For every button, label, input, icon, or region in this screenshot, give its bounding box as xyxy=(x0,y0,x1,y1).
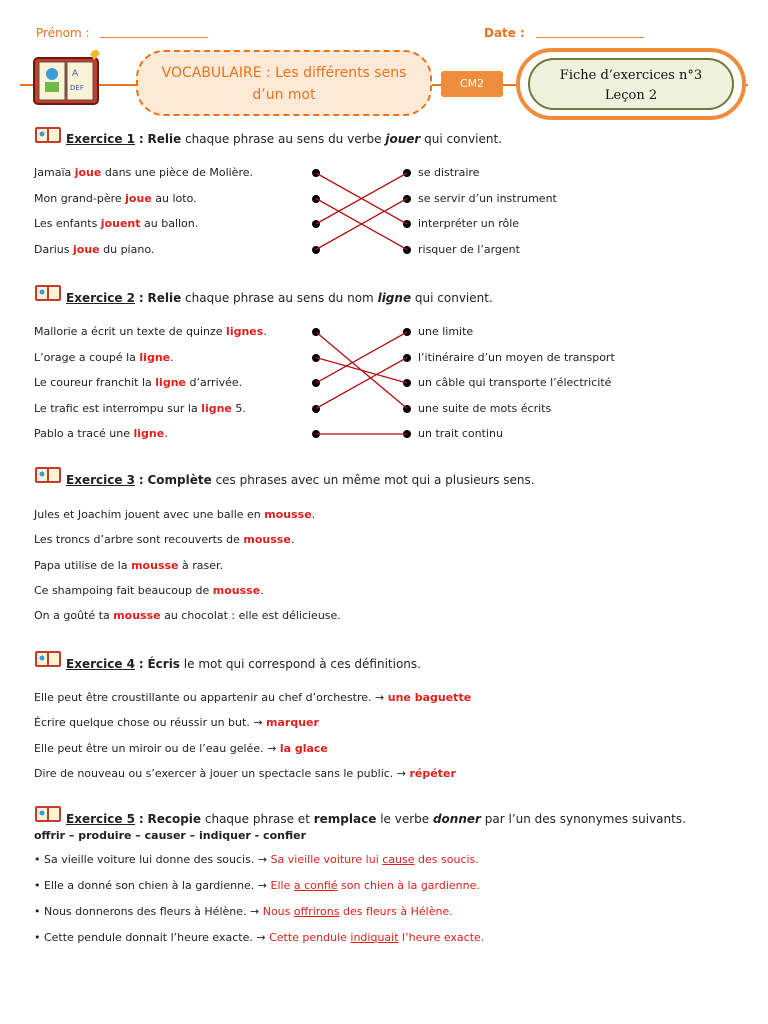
sentence-row xyxy=(34,192,197,205)
definition-row xyxy=(34,716,319,729)
date-field[interactable]: __________________ xyxy=(536,24,644,38)
definition-text: Elle peut être un miroir ou de l’eau gelée. → xyxy=(34,741,280,755)
left-dot[interactable] xyxy=(312,379,320,387)
rewritten-text: l’heure exacte. xyxy=(398,931,485,944)
instruction-text-3: par l’un des synonymes suivants. xyxy=(484,812,686,826)
definition-text: Elle peut être croustillante ou appartenir au chef d’orchestre. → xyxy=(34,691,388,704)
sentence-row xyxy=(34,427,168,440)
instruction-text: chaque phrase et xyxy=(204,812,310,826)
answer-word: mousse xyxy=(264,508,312,521)
exercise-2-title: Exercice 2 : Relie chaque phrase au sens du nom ligne qui convient. xyxy=(66,291,493,305)
meaning-label: risquer de l’argent xyxy=(418,242,520,256)
svg-text:DEF: DEF xyxy=(70,84,84,92)
sentence-text: . xyxy=(260,583,264,597)
instruction-end: qui convient. xyxy=(414,291,493,305)
sentence-row xyxy=(34,351,174,364)
sentence-text: L’orage a coupé la xyxy=(34,350,140,364)
sentence-text: On a goûté ta xyxy=(34,609,114,623)
instruction-verb: Complète xyxy=(147,473,212,487)
match-link xyxy=(316,358,407,409)
answer-word: une baguette xyxy=(387,691,472,704)
definition-row xyxy=(34,691,471,704)
match-link xyxy=(316,332,407,409)
exercise-1-title: Exercice 1 : Relie chaque phrase au sens du verbe jouer qui convient. xyxy=(66,132,503,146)
exercise-label: Exercice 3 xyxy=(66,473,135,487)
fiche-lesson: Leçon 2 xyxy=(604,88,658,103)
sentence-row xyxy=(34,609,341,622)
highlighted-word: ligne xyxy=(201,401,232,415)
title-line2: d’un mot xyxy=(252,87,316,103)
exercise-book-icon xyxy=(34,649,62,669)
exercise-label: Exercice 5 xyxy=(66,812,135,826)
left-dot[interactable] xyxy=(312,405,320,413)
sentence-text: Le coureur franchit la xyxy=(34,376,156,389)
sentence-text: 5. xyxy=(231,401,246,415)
fiche-badge xyxy=(516,48,746,120)
answer-word: mousse xyxy=(113,609,161,623)
instruction-verb-2: remplace xyxy=(313,812,377,826)
right-dot[interactable] xyxy=(403,220,411,228)
sentence-text: Jules et Joachim jouent avec une balle en xyxy=(34,508,265,521)
right-dot[interactable] xyxy=(403,328,411,336)
left-dot[interactable] xyxy=(312,328,320,336)
sentence-text: au ballon. xyxy=(140,217,199,230)
rewritten-text: des fleurs à Hélène. xyxy=(339,905,453,918)
prenom-label: Prénom : xyxy=(36,26,90,40)
answer-word: marquer xyxy=(266,716,319,730)
instruction-text: le mot qui correspond à ces définitions. xyxy=(183,657,421,671)
highlighted-word: joue xyxy=(125,191,152,205)
sentence-text: Mallorie a écrit un texte de quinze xyxy=(34,325,227,338)
answer-word: mousse xyxy=(243,533,291,547)
instruction-verb: Relie xyxy=(147,132,182,146)
exercise-book-icon xyxy=(34,804,62,824)
target-word: ligne xyxy=(377,291,412,305)
sentence-text: au chocolat : elle est délicieuse. xyxy=(160,609,341,623)
right-dot[interactable] xyxy=(403,195,411,203)
rewrite-row xyxy=(34,853,479,866)
exercise-3-title: Exercice 3 : Complète ces phrases avec un même mot qui a plusieurs sens. xyxy=(66,473,535,487)
left-dot[interactable] xyxy=(312,195,320,203)
rewrite-row xyxy=(34,905,453,918)
sentence-text: au loto. xyxy=(151,191,197,205)
exercise-label: Exercice 2 xyxy=(66,291,135,305)
exercise-book-icon xyxy=(34,283,62,303)
meaning-label: l’itinéraire d’un moyen de transport xyxy=(418,350,615,364)
prenom-field[interactable]: __________________ xyxy=(100,24,208,38)
meaning-label: un câble qui transporte l’électricité xyxy=(418,376,612,389)
rewritten-text: des soucis. xyxy=(414,853,479,866)
original-sentence: • Nous donnerons des fleurs à Hélène. → xyxy=(34,905,263,918)
instruction-text-2: le verbe xyxy=(380,812,430,826)
sentence-row xyxy=(34,584,264,597)
rewritten-text: Elle xyxy=(270,879,294,892)
sentence-row xyxy=(34,559,223,572)
sentence-text: . xyxy=(290,533,295,547)
synonym-list: offrir – produire – causer – indiquer - confier xyxy=(34,829,306,842)
exercise-label: Exercice 1 xyxy=(66,132,135,146)
exercise-label: Exercice 4 xyxy=(66,657,135,671)
sentence-text: . xyxy=(263,325,267,338)
meaning-label: une limite xyxy=(418,325,474,338)
sentence-text: Papa utilise de la xyxy=(34,558,132,572)
sentence-text: Ce shampoing fait beaucoup de xyxy=(34,583,213,597)
highlighted-word: ligne xyxy=(155,376,186,389)
target-word: donner xyxy=(432,812,481,826)
meaning-label: un trait continu xyxy=(418,427,503,440)
meaning-label: interpréter un rôle xyxy=(418,217,520,230)
title-line1: VOCABULAIRE : Les différents sens xyxy=(161,65,407,81)
left-dot[interactable] xyxy=(312,430,320,438)
match-link xyxy=(316,358,407,384)
sentence-row xyxy=(34,325,267,338)
sentence-text: Darius xyxy=(34,242,73,256)
match-link xyxy=(316,199,407,250)
sentence-row xyxy=(34,217,198,230)
sentence-text: Le trafic est interrompu sur la xyxy=(34,401,202,415)
definition-text: Écrire quelque chose ou réussir un but. → xyxy=(34,716,267,730)
meaning-label: se servir d’un instrument xyxy=(418,191,557,205)
exercise-4-title: Exercice 4 : Écris le mot qui correspond à ces définitions. xyxy=(66,657,421,671)
answer-word: répéter xyxy=(409,766,456,780)
instruction-text: ces phrases avec un même mot qui a plusieurs sens. xyxy=(215,473,535,487)
right-dot[interactable] xyxy=(403,354,411,362)
definition-text: Dire de nouveau ou s’exercer à jouer un spectacle sans le public. → xyxy=(34,766,410,780)
highlighted-word: ligne xyxy=(139,350,171,364)
right-dot[interactable] xyxy=(403,430,411,438)
synonym-answer: a confié xyxy=(293,879,338,892)
sentence-row xyxy=(34,508,315,521)
original-sentence: • Cette pendule donnait l’heure exacte. → xyxy=(34,931,270,944)
instruction-end: qui convient. xyxy=(424,132,503,146)
date-label: Date : xyxy=(484,26,525,40)
left-dot[interactable] xyxy=(312,169,320,177)
sentence-row xyxy=(34,243,154,256)
match-link xyxy=(316,199,407,250)
exercise-book-icon xyxy=(34,125,62,145)
highlighted-word: ligne xyxy=(133,427,165,440)
left-dot[interactable] xyxy=(312,220,320,228)
book-icon xyxy=(30,50,102,112)
right-dot[interactable] xyxy=(403,169,411,177)
sentence-text: Pablo a tracé une xyxy=(34,427,134,440)
sentence-row xyxy=(34,166,253,179)
rewritten-text: Cette pendule xyxy=(269,931,351,944)
instruction-verb: Écris xyxy=(147,657,180,671)
rewritten-text: Sa vieille voiture lui xyxy=(270,853,383,866)
highlighted-word: lignes xyxy=(226,325,264,338)
meaning-label: se distraire xyxy=(418,166,480,179)
highlighted-word: joue xyxy=(74,166,102,179)
sentence-text: Mon grand-père xyxy=(34,191,126,205)
rewrite-row xyxy=(34,931,484,944)
right-dot[interactable] xyxy=(403,246,411,254)
left-dot[interactable] xyxy=(312,354,320,362)
fiche-number: Fiche d’exercices n°3 xyxy=(559,68,703,83)
sentence-row xyxy=(34,402,246,415)
definition-row xyxy=(34,742,328,755)
right-dot[interactable] xyxy=(403,405,411,413)
synonym-answer: offrirons xyxy=(293,905,340,918)
rewrite-row xyxy=(34,879,480,892)
instruction-text: chaque phrase au sens du verbe xyxy=(185,132,382,146)
match-link xyxy=(316,332,407,383)
sentence-text: dans une pièce de Molière. xyxy=(101,166,253,179)
sentence-text: à raser. xyxy=(178,558,224,572)
answer-word: mousse xyxy=(131,558,179,572)
sentence-text: d’arrivée. xyxy=(186,376,243,389)
highlighted-word: jouent xyxy=(100,217,141,230)
synonym-answer: indiquait xyxy=(350,931,399,944)
original-sentence: • Elle a donné son chien à la gardienne. → xyxy=(34,879,271,892)
original-sentence: • Sa vieille voiture lui donne des soucis. → xyxy=(34,853,271,866)
rewritten-text: Nous xyxy=(262,905,294,918)
sentence-text: Les troncs d’arbre sont recouverts de xyxy=(34,533,244,547)
sentence-text: . xyxy=(164,427,168,440)
highlighted-word: joue xyxy=(73,242,100,256)
sentence-row xyxy=(34,376,242,389)
rewritten-text: son chien à la gardienne. xyxy=(337,879,480,892)
synonym-answer: cause xyxy=(382,853,415,866)
svg-text:A: A xyxy=(72,69,79,79)
left-dot[interactable] xyxy=(312,246,320,254)
answer-word: mousse xyxy=(212,583,261,597)
sentence-text: du piano. xyxy=(99,242,155,256)
meaning-label: une suite de mots écrits xyxy=(418,401,552,415)
sentence-text: Jamaïa xyxy=(34,166,75,179)
definition-row xyxy=(34,767,456,780)
sentence-text: Les enfants xyxy=(34,217,101,230)
instruction-verb: Relie xyxy=(147,291,182,305)
right-dot[interactable] xyxy=(403,379,411,387)
target-word: jouer xyxy=(385,132,421,146)
match-link xyxy=(316,173,407,224)
instruction-verb: Recopie xyxy=(147,812,202,826)
sentence-text: . xyxy=(170,350,174,364)
level-badge: CM2 xyxy=(441,71,503,97)
match-link xyxy=(316,173,407,224)
title-box xyxy=(136,50,432,116)
answer-word: la glace xyxy=(279,741,328,755)
sentence-row xyxy=(34,533,294,546)
exercise-book-icon xyxy=(34,465,62,485)
instruction-text: chaque phrase au sens du nom xyxy=(185,291,374,305)
exercise-5-title: Exercice 5 : Recopie chaque phrase et remplace le verbe donner par l’un des synonymes suivants. xyxy=(66,812,686,826)
sentence-text: . xyxy=(311,508,316,521)
